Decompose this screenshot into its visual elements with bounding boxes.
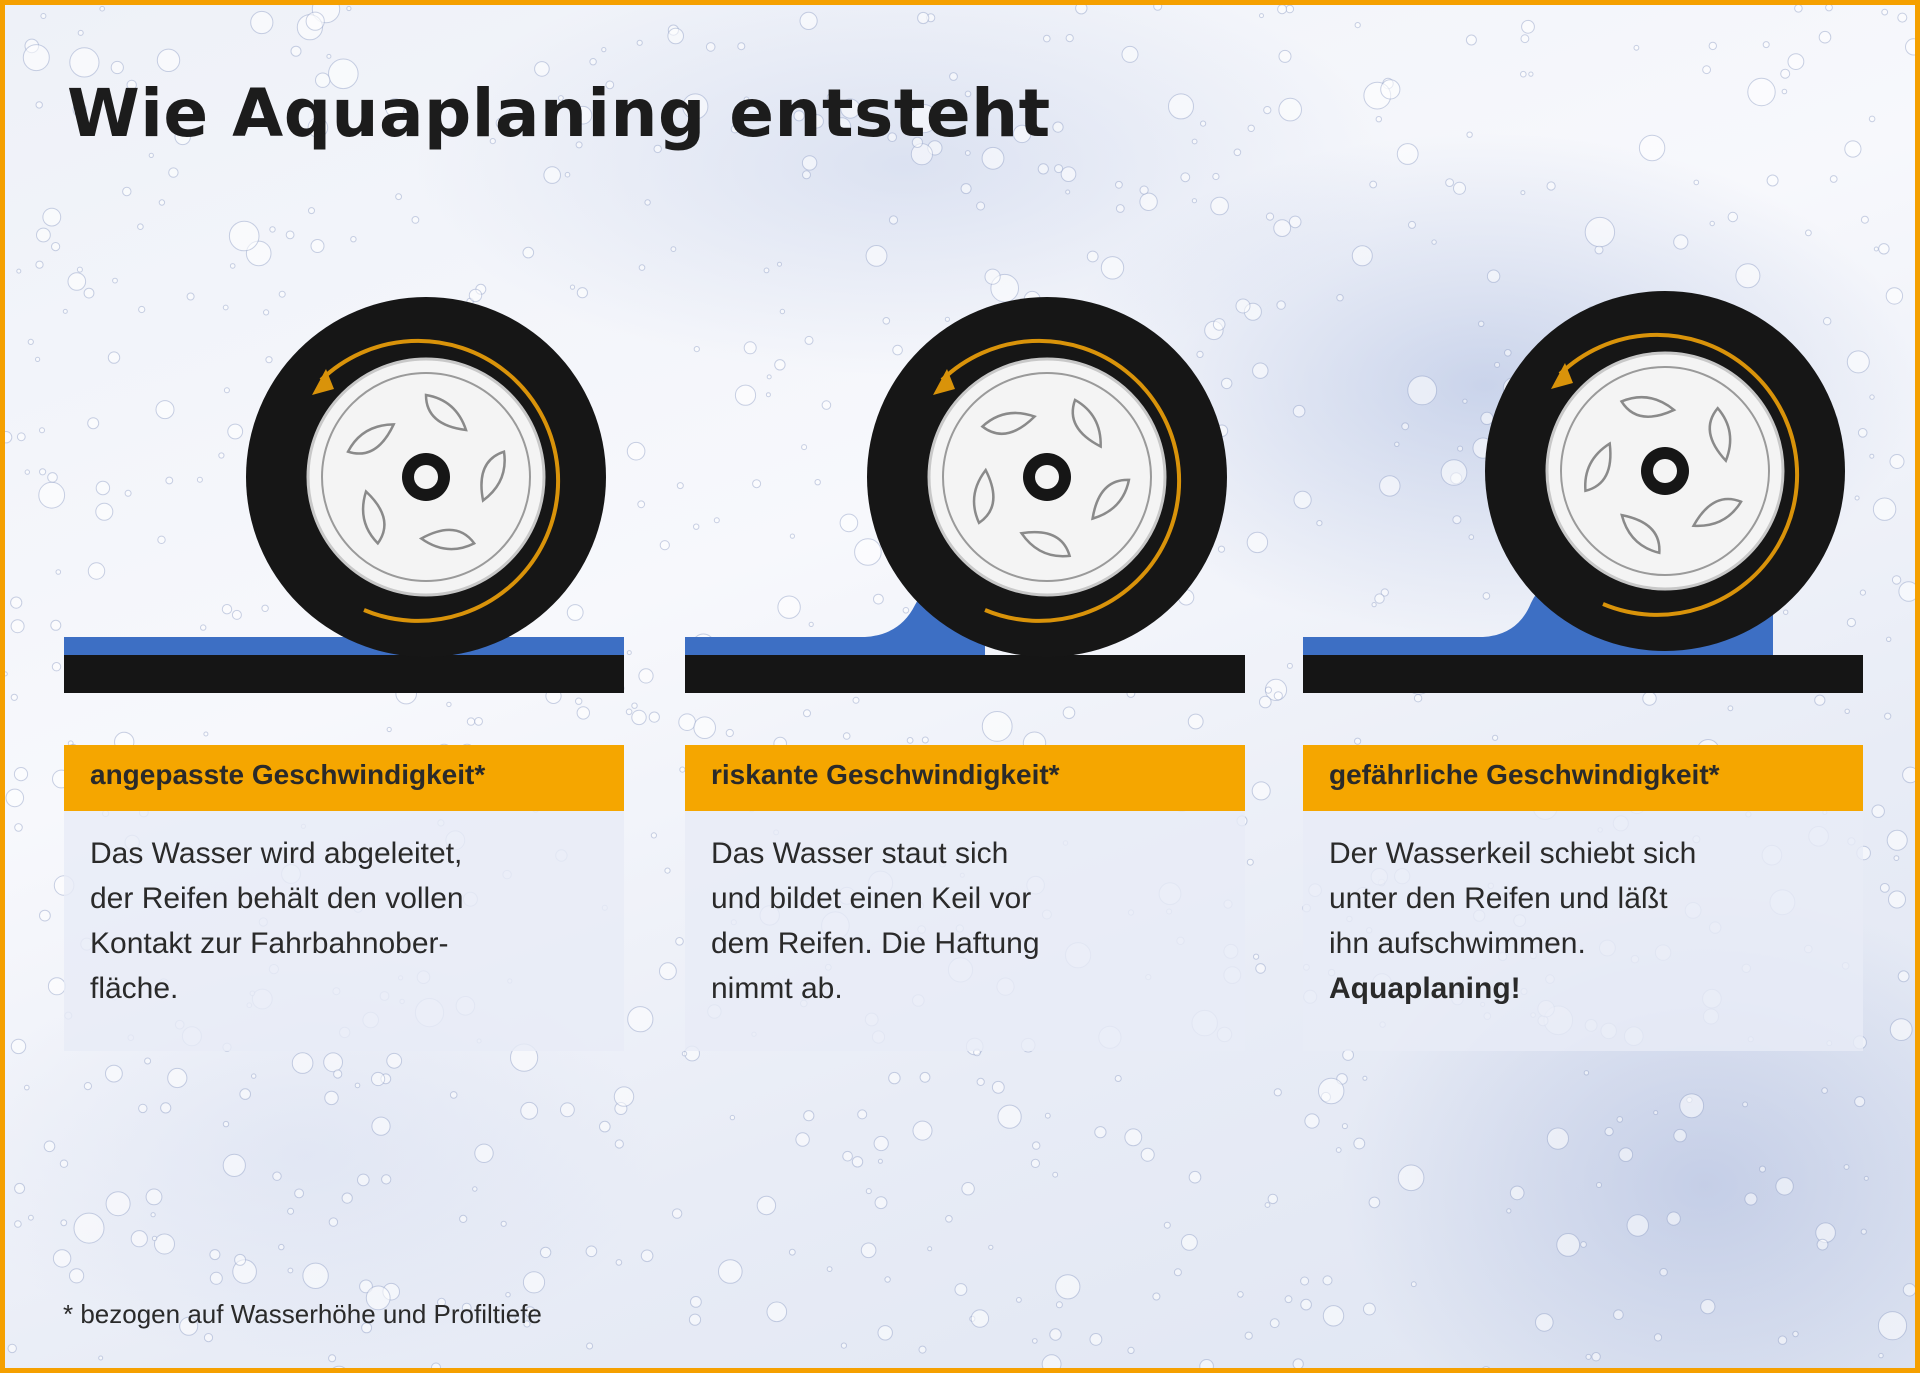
- description-box: [685, 811, 1245, 1051]
- wheel-rim-icon: [929, 359, 1165, 595]
- panel-risky-speed: [685, 285, 1245, 1055]
- wheel-rim-icon: [1547, 353, 1783, 589]
- panel-adapted-speed: [64, 285, 624, 1055]
- description-line: Kontakt zur Fahrbahnober-: [90, 927, 449, 960]
- tire-icon: [1303, 285, 1863, 705]
- description-line: der Reifen behält den vollen: [90, 882, 464, 915]
- tire-icon: [64, 285, 624, 705]
- aquaplaning-emphasis: Aquaplaning!: [1329, 972, 1521, 1005]
- road-surface: [685, 655, 1245, 693]
- road-surface: [64, 655, 624, 693]
- description-line: nimmt ab.: [711, 972, 843, 1005]
- description-line: Das Wasser staut sich: [711, 837, 1009, 870]
- speed-label-adapted: angepasste Geschwindigkeit*: [64, 745, 624, 811]
- panel-dangerous-speed: [1303, 285, 1863, 1055]
- footnote: * bezogen auf Wasserhöhe und Profiltiefe: [63, 1299, 542, 1329]
- wheel-rim-icon: [308, 359, 544, 595]
- description-line: unter den Reifen und läßt: [1329, 882, 1668, 915]
- description-line: und bildet einen Keil vor: [711, 882, 1032, 915]
- description-line: dem Reifen. Die Haftung: [711, 927, 1040, 960]
- water-film: [64, 637, 624, 655]
- description-line: Das Wasser wird abgeleitet,: [90, 837, 463, 870]
- description-line: Der Wasserkeil schiebt sich: [1329, 837, 1697, 870]
- description-line: ihn aufschwimmen.: [1329, 927, 1586, 960]
- speed-label-dangerous: gefährliche Geschwindigkeit*: [1303, 745, 1863, 811]
- description-box: [64, 811, 624, 1051]
- road-surface: [1303, 655, 1863, 693]
- tire-icon: [685, 285, 1245, 705]
- speed-label-risky: riskante Geschwindigkeit*: [685, 745, 1245, 811]
- description-line: fläche.: [90, 972, 179, 1005]
- description-box: [1303, 811, 1863, 1051]
- page-title: Wie Aquaplaning entsteht: [67, 75, 1051, 152]
